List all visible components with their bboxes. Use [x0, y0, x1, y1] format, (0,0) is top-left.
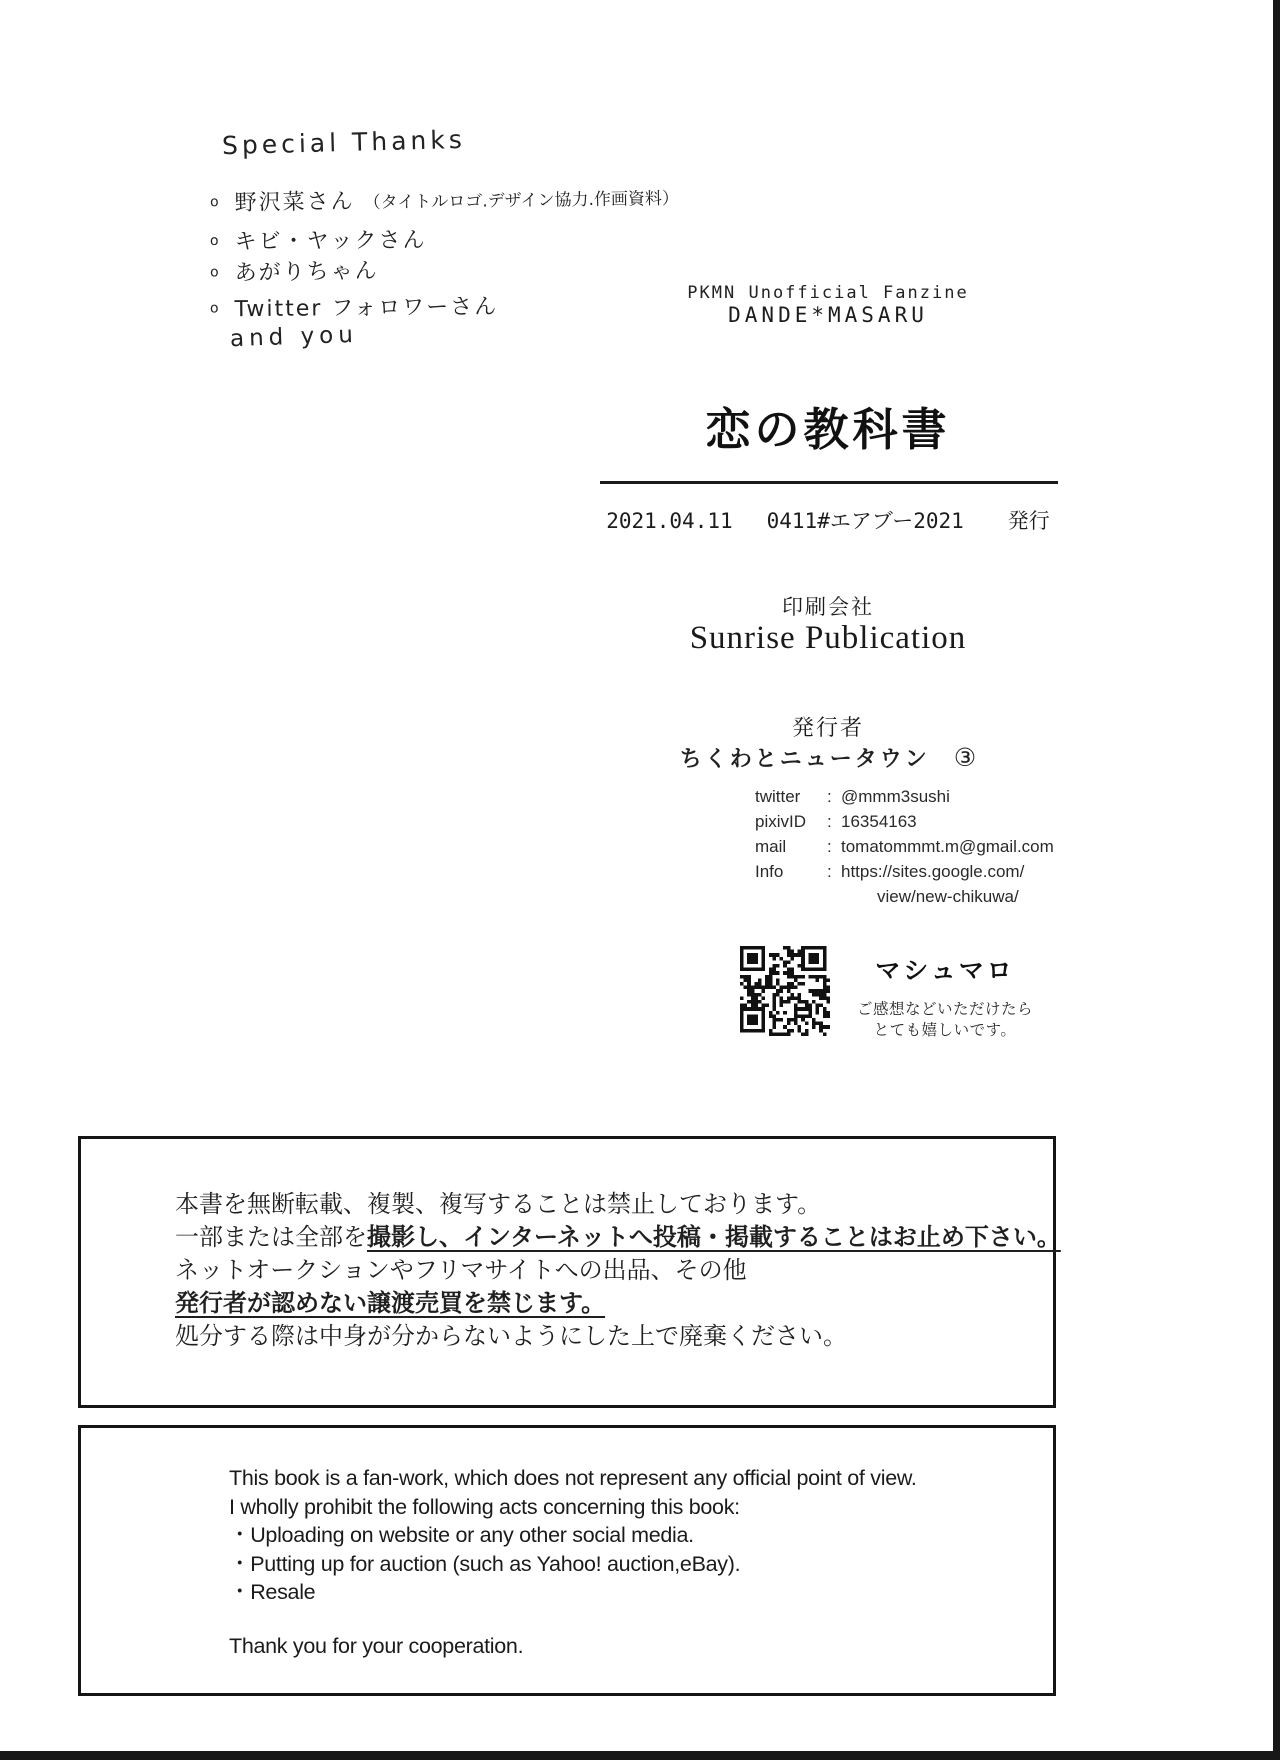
en-notice-line: ・Uploading on website or any other social media. [229, 1523, 694, 1547]
fanzine-pairing-line: DANDE*MASARU [728, 303, 928, 327]
scan-edge-bottom [0, 1751, 1280, 1760]
contact-row: Info : https://sites.google.com/ [755, 859, 1054, 884]
thanks-item [210, 223, 427, 256]
en-notice-line: ・Resale [229, 1580, 316, 1604]
thanks-item-text: あがりちゃん [234, 258, 379, 287]
jp-notice-box [78, 1136, 1061, 1408]
divider-line [600, 481, 1058, 484]
publish-date: 2021.04.11 [606, 509, 733, 533]
bullet-icon: o [209, 194, 221, 211]
publish-event: 0411#エアブー2021 [766, 509, 964, 533]
bullet-icon: o [209, 232, 221, 249]
en-notice-closing: Thank you for your cooperation. [229, 1633, 524, 1658]
printer-label: 印刷会社 [782, 595, 874, 619]
marshmallow-block [845, 951, 1045, 1041]
jp-notice-line: 一部または全部を撮影し、インターネットへ投稿・掲載することはお止め下さい。 [175, 1225, 1061, 1251]
printer-name: Sunrise Publication [689, 620, 967, 656]
contact-value: https://sites.google.com/ [841, 862, 1025, 881]
bullet-icon: o [209, 264, 221, 281]
contact-value: tomatommmt.m@gmail.com [841, 837, 1054, 856]
thanks-item-note: （タイトルロゴ.デザイン協力.作画資料） [363, 188, 680, 214]
marshmallow-note: ご感想などいただけたら とても嬉しいです。 [856, 1001, 1033, 1039]
bullet-icon: o [209, 300, 221, 317]
contact-label: pixivID [755, 812, 807, 831]
contact-value: 16354163 [841, 812, 917, 831]
thanks-item [210, 254, 379, 288]
contact-value: @mmm3sushi [841, 787, 950, 806]
publisher-label: 発行者 [791, 715, 864, 740]
publisher-volume-mark: ③ [953, 744, 977, 772]
en-notice-line: ・Putting up for auction (such as Yahoo! auction,eBay). [229, 1551, 741, 1576]
en-notice-line: I wholly prohibit the following acts concerning this book: [229, 1494, 740, 1519]
thanks-item-text: 野沢菜さん [234, 189, 355, 216]
thanks-item-text: キビ・ヤックさん [234, 228, 427, 255]
en-notice-line: This book is a fan-work, which does not represent any official point of view. [229, 1466, 917, 1490]
en-notice-box [78, 1425, 1056, 1696]
jp-notice-line: ネットオークションやフリマサイトへの出品、その他 [175, 1258, 747, 1284]
qr-code [740, 946, 830, 1036]
contact-row: twitter : @mmm3sushi [755, 784, 1054, 809]
marshmallow-title: マシュマロ [875, 957, 1015, 985]
contact-row: mail : tomatommmt.m@gmail.com [755, 834, 1054, 859]
publish-word: 発行 [1007, 509, 1050, 533]
contact-list [755, 784, 1054, 909]
publisher-name-text: ちくわとニュータウン [679, 746, 930, 771]
contact-label: Info [755, 862, 784, 881]
book-title: 恋の教科書 [705, 405, 951, 455]
special-thanks-title: Special Thanks [221, 124, 467, 161]
publisher-name [428, 742, 1228, 773]
thanks-item-text: Twitter フォロワーさん [234, 294, 499, 323]
thanks-closing: and you [229, 321, 359, 353]
thanks-item [210, 180, 679, 218]
fanzine-series-line: PKMN Unofficial Fanzine [687, 283, 969, 303]
jp-notice-line: 本書を無断転載、複製、複写することは禁止しております。 [175, 1192, 822, 1218]
contact-label: mail [755, 837, 787, 856]
jp-notice-line: 処分する際は中身が分からないようにした上で廃棄ください。 [175, 1324, 847, 1350]
info-url-line2: view/new-chikuwa/ [877, 887, 1019, 906]
contact-row: pixivID : 16354163 [755, 809, 1054, 834]
contact-label: twitter [755, 787, 801, 806]
publish-info [428, 505, 1228, 535]
scan-edge-right [1273, 0, 1280, 1760]
jp-notice-line: 発行者が認めない譲渡売買を禁じます。 [175, 1291, 606, 1317]
